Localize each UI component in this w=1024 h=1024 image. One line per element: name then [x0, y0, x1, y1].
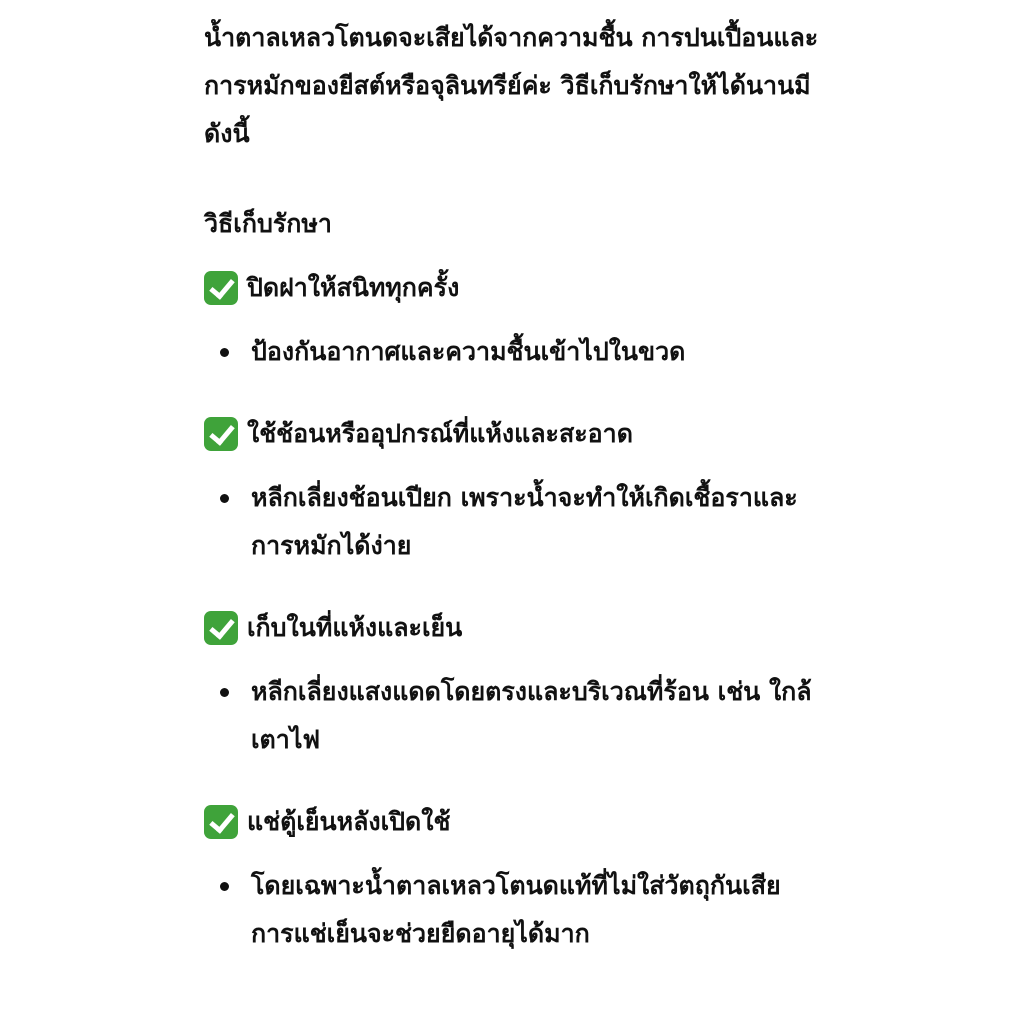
bullet-item: [204, 862, 821, 958]
check-mark-button-icon: [204, 805, 238, 839]
bullet-text: หลีกเลี่ยงแสงแดดโดยตรงและบริเวณที่ร้อน เช่น ใกล้เตาไฟ: [251, 677, 812, 754]
storage-tip-bullets: [204, 328, 844, 376]
message-content: [204, 14, 844, 992]
storage-tip-bullets: [204, 474, 844, 570]
storage-tip-title-text: แช่ตู้เย็นหลังเปิดใช้: [247, 807, 451, 836]
storage-tip-title: [204, 264, 844, 312]
storage-tip-2: [204, 410, 844, 570]
storage-tip-title-text: ปิดฝาให้สนิททุกครั้ง: [247, 273, 460, 302]
storage-tip-title: [204, 410, 844, 458]
check-mark-button-icon: [204, 417, 238, 451]
storage-tip-1: [204, 264, 844, 376]
storage-tip-bullets: [204, 862, 844, 958]
intro-paragraph: น้ำตาลเหลวโตนดจะเสียได้จากความชื้น การปนเปื้อนและการหมักของยีสต์หรือจุลินทรีย์ค่ะ วิธีเก็บรักษาให้ได้นานมีดังนี้: [204, 23, 819, 148]
bullet-text: โดยเฉพาะน้ำตาลเหลวโตนดแท้ที่ไม่ใส่วัตถุกันเสีย การแช่เย็นจะช่วยยืดอายุได้มาก: [251, 871, 781, 948]
storage-tip-title: [204, 798, 844, 846]
storage-tip-bullets: [204, 668, 844, 764]
check-mark-button-icon: [204, 611, 238, 645]
bullet-text: ป้องกันอากาศและความชื้นเข้าไปในขวด: [251, 337, 686, 366]
storage-tip-title: [204, 604, 844, 652]
storage-tip-title-text: ใช้ช้อนหรืออุปกรณ์ที่แห้งและสะอาด: [247, 419, 633, 448]
bullet-dot-icon: [220, 882, 229, 891]
bullet-item: [204, 474, 821, 570]
bullet-text: หลีกเลี่ยงช้อนเปียก เพราะน้ำจะทำให้เกิดเชื้อราและการหมักได้ง่าย: [251, 483, 798, 560]
bullet-dot-icon: [220, 688, 229, 697]
check-mark-button-icon: [204, 271, 238, 305]
storage-tip-3: [204, 604, 844, 764]
bullet-item: [204, 328, 821, 376]
storage-tip-title-text: เก็บในที่แห้งและเย็น: [247, 613, 463, 642]
bullet-dot-icon: [220, 494, 229, 503]
section-heading: วิธีเก็บรักษา: [204, 209, 332, 238]
bullet-dot-icon: [220, 348, 229, 357]
storage-tip-4: [204, 798, 844, 958]
bullet-item: [204, 668, 821, 764]
